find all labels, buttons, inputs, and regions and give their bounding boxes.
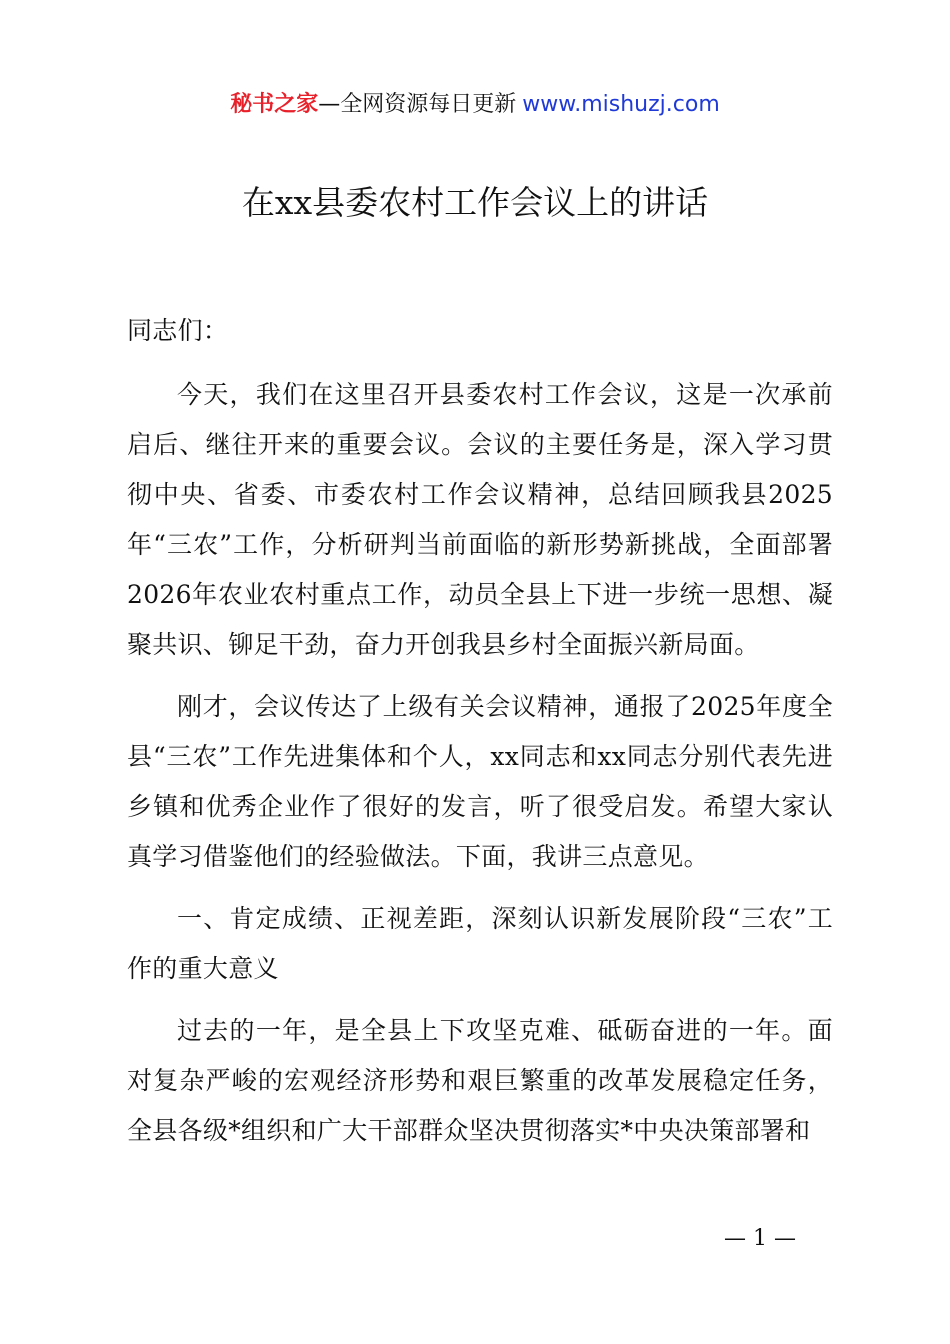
page-number: — 1 — — [724, 1226, 796, 1251]
paragraph-past-year: 过去的一年，是全县上下攻坚克难、砥砺奋进的一年。面对复杂严峻的宏观经济形势和艰巨繁重的改革发展稳定任务，全县各级*组织和广大干部群众坚决贯彻落实*中央决策部署和 — [127, 1016, 833, 1145]
document-body — [127, 306, 833, 1168]
header-tagline: —全网资源每日更新 — [318, 92, 517, 117]
paragraph-intro: 今天，我们在这里召开县委农村工作会议，这是一次承前启后、继往开来的重要会议。会议的主要任务是，深入学习贯彻中央、省委、市委农村工作会议精神，总结回顾我县2025年“三农”工作，分析研判当前面临的新形势新挑战，全面部署2026年农业农村重点工作，动员全县上下进一步统一思想、凝聚共识、铆足干劲，奋力开创我县乡村全面振兴新局面。 — [127, 380, 833, 659]
brand-name: 秘书之家 — [230, 92, 319, 117]
site-header — [0, 88, 950, 122]
salutation: 同志们： — [127, 316, 229, 345]
document-title: 在xx县委农村工作会议上的讲话 — [241, 183, 709, 222]
section-heading-1: 一、肯定成绩、正视差距，深刻认识新发展阶段“三农”工作的重大意义 — [127, 904, 833, 983]
site-url-link[interactable]: www.mishuzj.com — [522, 92, 720, 117]
paragraph-review: 刚才，会议传达了上级有关会议精神，通报了2025年度全县“三农”工作先进集体和个人，xx同志和xx同志分别代表先进乡镇和优秀企业作了很好的发言，听了很受启发。希望大家认真学习借鉴他们的经验做法。下面，我讲三点意见。 — [127, 692, 833, 871]
